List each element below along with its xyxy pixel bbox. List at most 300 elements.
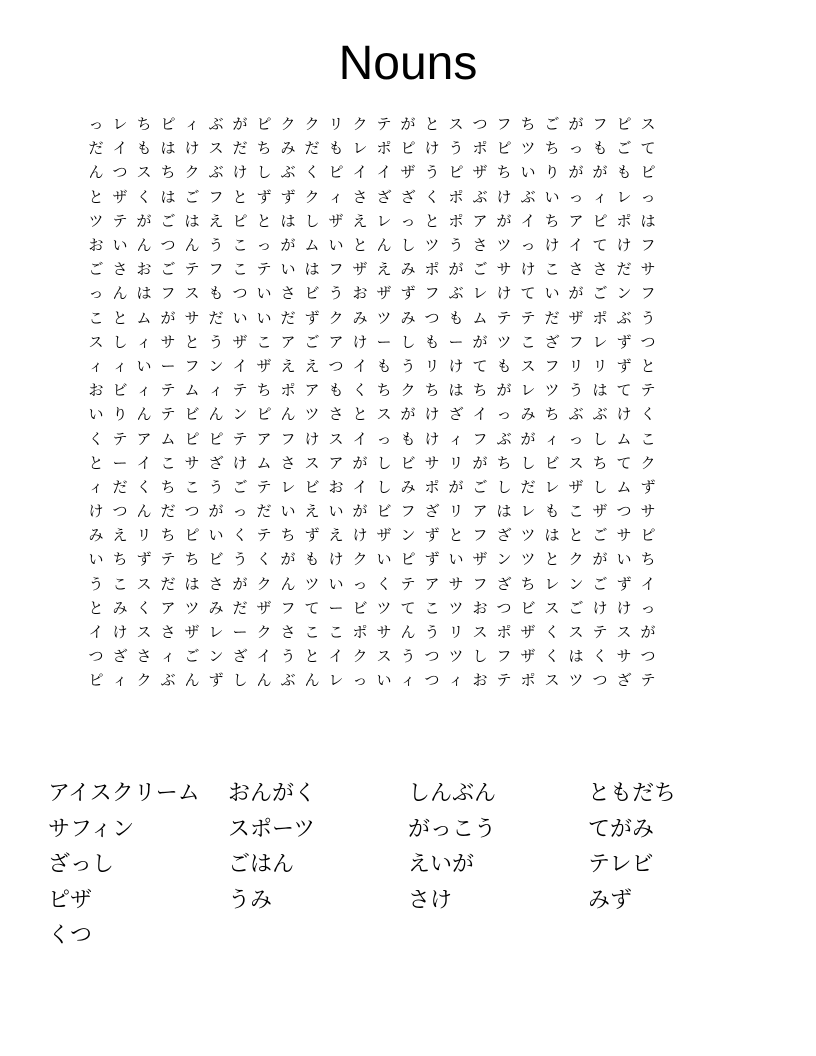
grid-cell: ア [424, 574, 440, 593]
grid-cell: ス [544, 598, 560, 617]
grid-cell: イ [112, 139, 128, 158]
grid-cell: ィ [544, 429, 560, 448]
grid-cell: ち [280, 526, 296, 545]
grid-cell: ビ [304, 477, 320, 496]
grid-cell: ス [616, 623, 632, 642]
grid-cell: く [592, 647, 608, 666]
grid-cell: は [184, 574, 200, 593]
grid-cell: ス [472, 623, 488, 642]
grid-cell: う [208, 332, 224, 351]
grid-cell: け [448, 356, 464, 375]
grid-cell: ピ [184, 429, 200, 448]
grid-cell: だ [160, 574, 176, 593]
grid-cell: し [400, 332, 416, 351]
grid-cell: イ [136, 453, 152, 472]
grid-cell: お [136, 260, 152, 279]
grid-cell: イ [568, 236, 584, 255]
grid-cell: ぶ [592, 405, 608, 424]
grid-cell: ん [280, 574, 296, 593]
grid-cell: イ [352, 163, 368, 182]
grid-cell: つ [424, 647, 440, 666]
grid-cell: し [256, 163, 272, 182]
grid-cell: テ [184, 260, 200, 279]
grid-cell: テ [400, 574, 416, 593]
grid-cell: ん [112, 284, 128, 303]
grid-cell: う [400, 647, 416, 666]
word-list-item: みず [588, 887, 633, 913]
grid-cell: と [568, 526, 584, 545]
grid-cell: し [592, 477, 608, 496]
grid-cell: し [496, 477, 512, 496]
grid-cell: フ [208, 187, 224, 206]
grid-cell: ク [184, 163, 200, 182]
grid-cell: が [520, 429, 536, 448]
grid-cell: は [496, 502, 512, 521]
grid-cell: は [544, 526, 560, 545]
grid-cell: フ [424, 284, 440, 303]
grid-cell: テ [256, 260, 272, 279]
grid-cell: ィ [448, 429, 464, 448]
grid-cell: ち [256, 381, 272, 400]
grid-cell: え [304, 502, 320, 521]
grid-cell: ご [544, 115, 560, 134]
grid-cell: つ [640, 332, 656, 351]
grid-cell: ク [328, 308, 344, 327]
grid-cell: え [208, 211, 224, 230]
grid-cell: だ [232, 139, 248, 158]
grid-cell: っ [568, 187, 584, 206]
grid-cell: ツ [520, 526, 536, 545]
grid-cell: さ [280, 453, 296, 472]
grid-cell: イ [352, 429, 368, 448]
grid-cell: ピ [592, 211, 608, 230]
grid-cell: テ [496, 308, 512, 327]
grid-cell: い [520, 163, 536, 182]
grid-cell: レ [328, 671, 344, 690]
grid-cell: と [184, 332, 200, 351]
grid-cell: が [400, 115, 416, 134]
grid-cell: ざ [232, 647, 248, 666]
grid-cell: ス [544, 671, 560, 690]
grid-cell: も [136, 139, 152, 158]
grid-cell: ざ [616, 671, 632, 690]
grid-cell: ザ [400, 163, 416, 182]
grid-cell: う [568, 381, 584, 400]
grid-cell: け [424, 405, 440, 424]
grid-cell: お [88, 236, 104, 255]
grid-cell: フ [592, 115, 608, 134]
grid-cell: っ [232, 502, 248, 521]
grid-row [84, 426, 660, 450]
grid-cell: ザ [184, 623, 200, 642]
grid-cell: だ [280, 308, 296, 327]
grid-cell: け [424, 429, 440, 448]
grid-cell: が [496, 211, 512, 230]
grid-cell: は [160, 139, 176, 158]
grid-cell: っ [568, 139, 584, 158]
grid-cell: え [376, 260, 392, 279]
grid-cell: も [304, 550, 320, 569]
grid-cell: と [352, 236, 368, 255]
grid-cell: が [472, 453, 488, 472]
grid-cell: ず [208, 671, 224, 690]
grid-cell: し [520, 453, 536, 472]
grid-cell: し [592, 429, 608, 448]
grid-cell: ィ [448, 671, 464, 690]
grid-cell: ム [304, 236, 320, 255]
word-list-item: ピザ [48, 887, 93, 913]
grid-cell: ン [208, 647, 224, 666]
grid-cell: ん [136, 405, 152, 424]
grid-cell: け [352, 332, 368, 351]
grid-cell: サ [376, 623, 392, 642]
grid-cell: だ [112, 477, 128, 496]
grid-cell: け [112, 623, 128, 642]
grid-cell: ク [136, 671, 152, 690]
grid-cell: け [496, 187, 512, 206]
grid-cell: ピ [400, 139, 416, 158]
grid-cell: け [424, 139, 440, 158]
grid-cell: ツ [448, 647, 464, 666]
grid-cell: ご [592, 574, 608, 593]
grid-cell: イ [376, 163, 392, 182]
grid-cell: さ [568, 260, 584, 279]
grid-cell: し [376, 477, 392, 496]
grid-cell: い [208, 526, 224, 545]
grid-cell: つ [472, 115, 488, 134]
grid-cell: う [88, 574, 104, 593]
grid-cell: つ [112, 502, 128, 521]
grid-row [84, 572, 660, 596]
grid-cell: く [232, 526, 248, 545]
grid-cell: だ [520, 477, 536, 496]
grid-cell: リ [448, 453, 464, 472]
grid-cell: ー [160, 356, 176, 375]
grid-cell: ず [280, 187, 296, 206]
grid-cell: ず [400, 284, 416, 303]
grid-cell: い [376, 671, 392, 690]
grid-cell: フ [184, 356, 200, 375]
grid-cell: ず [616, 356, 632, 375]
grid-cell: ざ [376, 187, 392, 206]
grid-cell: サ [496, 260, 512, 279]
grid-cell: み [400, 260, 416, 279]
grid-cell: さ [472, 236, 488, 255]
grid-cell: ピ [88, 671, 104, 690]
grid-cell: ス [208, 139, 224, 158]
grid-cell: く [544, 647, 560, 666]
grid-row [84, 523, 660, 547]
word-list-item: えいが [408, 852, 475, 877]
grid-cell: も [424, 332, 440, 351]
grid-cell: が [352, 453, 368, 472]
grid-cell: い [328, 236, 344, 255]
grid-row [84, 160, 660, 184]
grid-cell: が [280, 236, 296, 255]
grid-cell: ビ [304, 284, 320, 303]
grid-cell: お [328, 477, 344, 496]
grid-cell: さ [592, 260, 608, 279]
grid-cell: ご [592, 526, 608, 545]
grid-cell: こ [304, 623, 320, 642]
grid-cell: ざ [448, 405, 464, 424]
grid-cell: も [592, 139, 608, 158]
grid-cell: う [448, 236, 464, 255]
grid-cell: ア [328, 332, 344, 351]
grid-cell: こ [520, 332, 536, 351]
grid-cell: ご [184, 647, 200, 666]
grid-cell: フ [400, 502, 416, 521]
grid-cell: が [160, 308, 176, 327]
grid-cell: う [280, 647, 296, 666]
grid-cell: ィ [88, 477, 104, 496]
grid-cell: ち [544, 139, 560, 158]
grid-cell: フ [472, 526, 488, 545]
grid-cell: レ [544, 477, 560, 496]
grid-cell: リ [328, 115, 344, 134]
grid-cell: ち [496, 163, 512, 182]
grid-cell: と [640, 356, 656, 375]
grid-cell: は [280, 211, 296, 230]
grid-cell: フ [640, 236, 656, 255]
grid-cell: つ [424, 308, 440, 327]
grid-cell: ピ [400, 550, 416, 569]
grid-cell: ー [328, 598, 344, 617]
grid-cell: え [112, 526, 128, 545]
grid-cell: リ [136, 526, 152, 545]
grid-cell: て [592, 236, 608, 255]
grid-cell: つ [184, 502, 200, 521]
grid-cell: ビ [208, 550, 224, 569]
grid-cell: ア [568, 211, 584, 230]
grid-cell: ピ [256, 405, 272, 424]
grid-cell: い [88, 405, 104, 424]
grid-cell: ち [160, 526, 176, 545]
grid-cell: う [424, 623, 440, 642]
grid-cell: と [88, 598, 104, 617]
grid-cell: ィ [112, 671, 128, 690]
grid-cell: ポ [424, 260, 440, 279]
grid-cell: ず [424, 526, 440, 545]
grid-cell: ザ [352, 260, 368, 279]
grid-cell: ビ [544, 453, 560, 472]
grid-cell: つ [424, 671, 440, 690]
grid-cell: フ [496, 647, 512, 666]
grid-cell: こ [568, 502, 584, 521]
grid-cell: が [280, 550, 296, 569]
grid-cell: け [496, 284, 512, 303]
grid-row [84, 644, 660, 668]
grid-cell: し [472, 647, 488, 666]
grid-cell: く [136, 477, 152, 496]
grid-row [84, 547, 660, 571]
grid-cell: く [376, 574, 392, 593]
grid-cell: テ [592, 623, 608, 642]
grid-cell: サ [616, 647, 632, 666]
grid-cell: つ [160, 236, 176, 255]
grid-cell: ク [256, 574, 272, 593]
grid-cell: え [280, 356, 296, 375]
grid-cell: ピ [448, 163, 464, 182]
grid-cell: み [400, 308, 416, 327]
grid-cell: ィ [400, 671, 416, 690]
word-list-item: うみ [228, 887, 273, 913]
grid-cell: ツ [376, 308, 392, 327]
grid-cell: い [376, 550, 392, 569]
grid-cell: く [304, 163, 320, 182]
grid-cell: リ [424, 356, 440, 375]
grid-cell: お [472, 598, 488, 617]
grid-cell: ご [472, 260, 488, 279]
grid-cell: ザ [568, 477, 584, 496]
grid-cell: は [592, 381, 608, 400]
grid-cell: ん [136, 236, 152, 255]
grid-cell: お [472, 671, 488, 690]
grid-cell: ぶ [208, 163, 224, 182]
grid-cell: が [448, 477, 464, 496]
grid-cell: り [112, 405, 128, 424]
grid-cell: い [280, 260, 296, 279]
grid-cell: フ [640, 284, 656, 303]
grid-cell: ア [160, 598, 176, 617]
grid-cell: こ [184, 477, 200, 496]
grid-cell: イ [256, 647, 272, 666]
grid-cell: テ [112, 211, 128, 230]
grid-cell: ツ [568, 671, 584, 690]
grid-cell: く [256, 550, 272, 569]
grid-cell: テ [640, 381, 656, 400]
grid-cell: ん [304, 671, 320, 690]
grid-cell: ん [184, 671, 200, 690]
grid-cell: レ [472, 284, 488, 303]
grid-cell: ザ [376, 284, 392, 303]
grid-cell: ィ [136, 381, 152, 400]
grid-cell: ム [136, 308, 152, 327]
grid-cell: こ [328, 623, 344, 642]
grid-cell: も [496, 356, 512, 375]
grid-row [84, 306, 660, 330]
grid-cell: っ [352, 574, 368, 593]
word-list-item: さけ [408, 887, 453, 913]
grid-cell: ツ [184, 598, 200, 617]
grid-cell: う [328, 284, 344, 303]
grid-cell: ざ [112, 647, 128, 666]
grid-cell: け [184, 139, 200, 158]
word-list [48, 778, 768, 956]
grid-cell: も [400, 429, 416, 448]
grid-cell: ず [136, 550, 152, 569]
grid-cell: ざ [400, 187, 416, 206]
grid-cell: ち [256, 139, 272, 158]
grid-cell: け [232, 163, 248, 182]
grid-cell: イ [88, 623, 104, 642]
grid-cell: だ [88, 139, 104, 158]
grid-cell: ザ [256, 598, 272, 617]
grid-cell: テ [256, 477, 272, 496]
grid-cell: ス [520, 356, 536, 375]
grid-cell: ス [304, 453, 320, 472]
grid-cell: こ [160, 453, 176, 472]
grid-cell: ィ [88, 356, 104, 375]
grid-cell: と [88, 187, 104, 206]
grid-cell: が [232, 115, 248, 134]
grid-cell: は [448, 381, 464, 400]
word-list-item: ざっし [48, 852, 115, 877]
grid-row [84, 402, 660, 426]
grid-cell: ん [136, 502, 152, 521]
grid-cell: テ [376, 115, 392, 134]
grid-cell: ア [304, 381, 320, 400]
grid-cell: ス [568, 453, 584, 472]
grid-cell: ク [352, 550, 368, 569]
grid-cell: だ [232, 598, 248, 617]
grid-row [84, 451, 660, 475]
grid-cell: テ [496, 671, 512, 690]
grid-cell: ク [304, 115, 320, 134]
grid-cell: ち [160, 163, 176, 182]
grid-cell: ご [88, 260, 104, 279]
grid-cell: ポ [448, 187, 464, 206]
grid-cell: っ [568, 429, 584, 448]
grid-cell: ア [472, 502, 488, 521]
grid-cell: が [208, 502, 224, 521]
grid-cell: サ [640, 260, 656, 279]
grid-cell: ぶ [616, 308, 632, 327]
grid-cell: け [616, 405, 632, 424]
grid-cell: ち [136, 115, 152, 134]
grid-cell: え [352, 211, 368, 230]
grid-row [84, 330, 660, 354]
grid-cell: テ [160, 550, 176, 569]
grid-cell: ィ [208, 381, 224, 400]
grid-cell: ザ [328, 211, 344, 230]
grid-cell: レ [376, 211, 392, 230]
word-list-item: てがみ [588, 816, 655, 842]
grid-cell: ク [568, 550, 584, 569]
grid-cell: ム [184, 381, 200, 400]
grid-cell: け [616, 598, 632, 617]
grid-cell: ス [184, 284, 200, 303]
grid-cell: け [592, 598, 608, 617]
grid-cell: ー [112, 453, 128, 472]
grid-cell: い [544, 187, 560, 206]
grid-row [84, 112, 660, 136]
grid-cell: テ [160, 405, 176, 424]
grid-cell: ィ [112, 356, 128, 375]
grid-cell: こ [256, 332, 272, 351]
grid-cell: け [520, 260, 536, 279]
grid-cell: ィ [136, 332, 152, 351]
grid-cell: レ [112, 115, 128, 134]
grid-cell: ピ [616, 115, 632, 134]
grid-cell: い [112, 236, 128, 255]
grid-cell: ン [616, 284, 632, 303]
grid-cell: ご [472, 477, 488, 496]
grid-cell: ザ [376, 526, 392, 545]
grid-row [84, 257, 660, 281]
grid-cell: ぶ [160, 671, 176, 690]
grid-row [84, 620, 660, 644]
grid-cell: ん [256, 671, 272, 690]
grid-cell: こ [88, 308, 104, 327]
grid-cell: み [208, 598, 224, 617]
grid-cell: は [184, 211, 200, 230]
grid-cell: が [448, 260, 464, 279]
grid-cell: が [568, 115, 584, 134]
grid-cell: フ [280, 429, 296, 448]
grid-cell: ん [184, 236, 200, 255]
grid-cell: ク [304, 187, 320, 206]
